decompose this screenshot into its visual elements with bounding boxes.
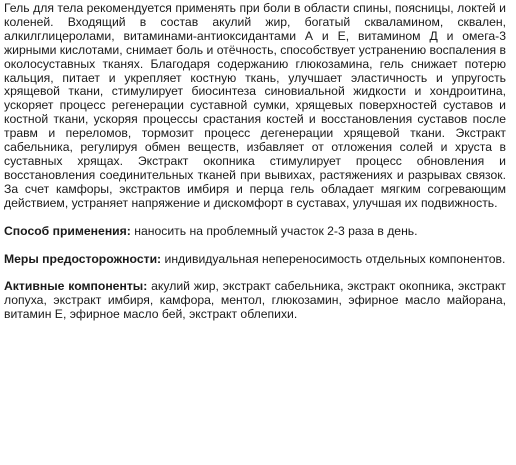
precautions-text: индивидуальная непереносимость отдельных компонентов. xyxy=(161,251,506,266)
ingredients-text: акулий жир, экстракт сабельника, экстракт окопника, экстракт лопуха, экстракт имбиря, камфора, ментол, глюкозамин, эфирное масло майорана, витамин Е, эфирное масло бей, экстракт облепихи. xyxy=(4,279,506,322)
usage-section xyxy=(4,225,506,239)
usage-text: наносить на проблемный участок 2-3 раза в день. xyxy=(130,223,418,238)
precautions-label: Меры предосторожности: xyxy=(4,251,162,266)
ingredients-section xyxy=(4,280,506,322)
product-description-paragraph: Гель для тела рекомендуется применять при боли в области спины, поясницы, локтей и коленей. Входящий в состав акулий жир, богатый скваламином, сквален, алкилглицеролами, витаминами-антиоксидантами А и Е, витамином Д и омега-3 жирными кислотами, снимает боль и отёчность, способствует устранению воспаления в околосуставных тканях. Благодаря содержанию глюкозамина, гель снижает потерю кальция, питает и укрепляет костную ткань, улучшает эластичность и упругость хрящевой ткани, стимулирует биосинтеза синовиальной жидкости и хондроитина, ускоряет процесс регенерации суставной сумки, хрящевых поверхностей суставов и костной ткани, ускоряя процессы срастания костей и восстановления суставов после травм и переломов, тормозит процесс дегенерации хрящевой ткани. Экстракт сабельника, регулируя обмен веществ, избавляет от отложения солей и хруста в суставных хрящах. Экстракт окопника стимулирует процесс обновления и восстановления соединительных тканей при вывихах, растяжениях и разрывах связок. За счет камфоры, экстрактов имбиря и перца гель обладает мягким согревающим действием, устраняет напряжение и дискомфорт в суставах, улучшая их подвижность. xyxy=(4,1,506,210)
usage-label: Способ применения: xyxy=(4,223,131,238)
ingredients-label: Активные компоненты: xyxy=(4,279,148,294)
precautions-section xyxy=(4,253,506,267)
